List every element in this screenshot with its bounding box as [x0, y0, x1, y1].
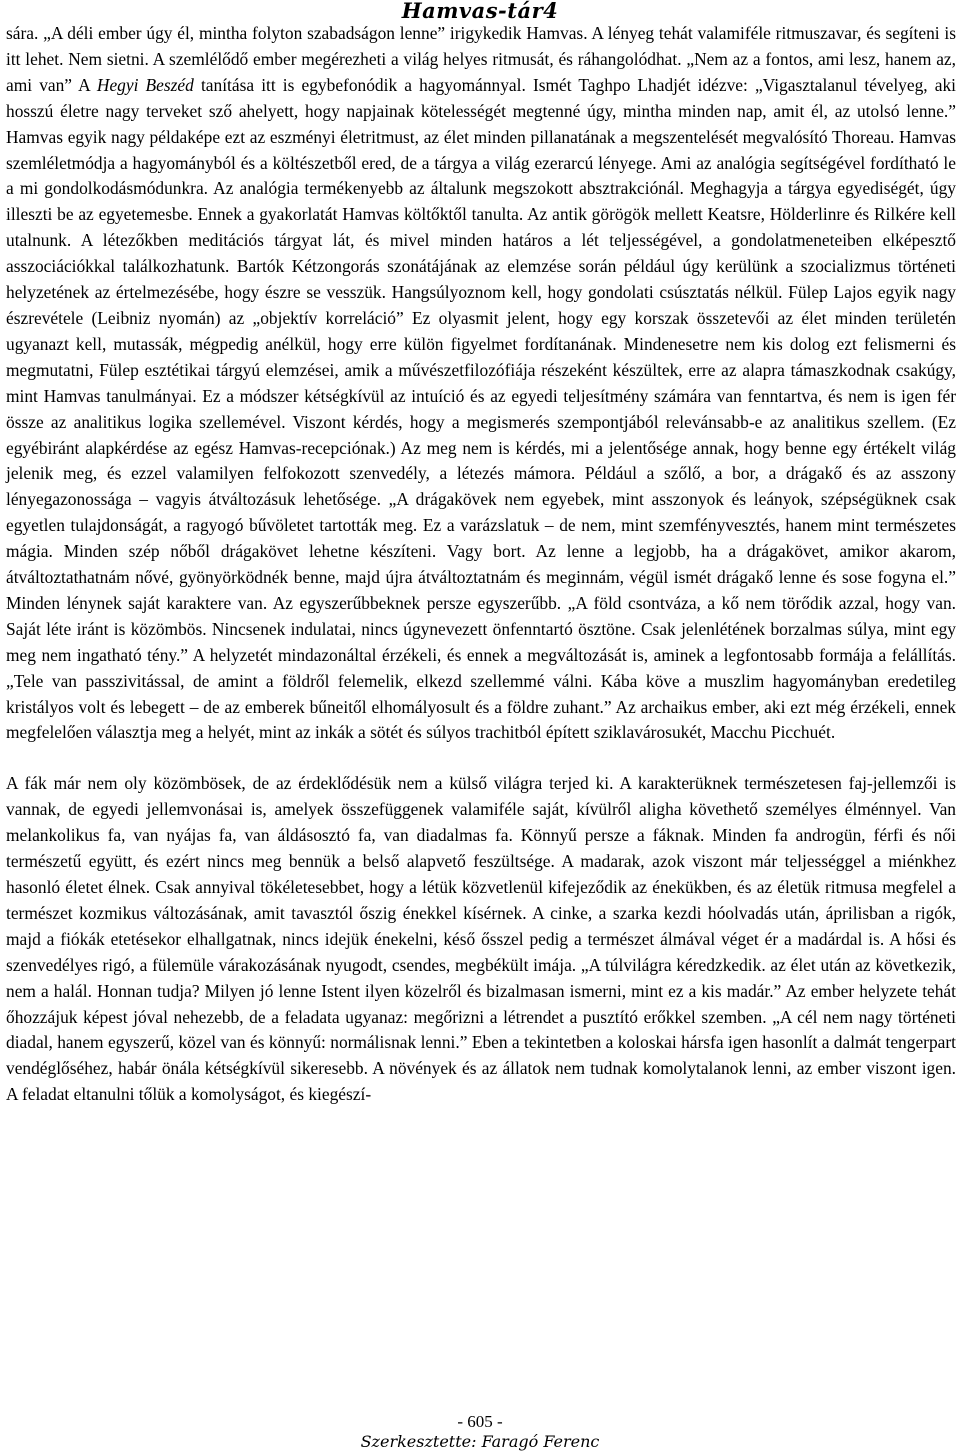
text-segment: A fák már nem oly közömbösek, de az érdeklődésük nem a külső világra terjed ki. A karakterüknek természetesen faj-jellemzői is vannak, de egyedi jellemvonásai is, amelyek összefüggenek valamiféle saját, kívülről aligha követhető személyes élménnyel. Van melankolikus fa, van nyájas fa, van áldásosztó fa, van diadalmas fa. Könnyű persze a fáknak. Minden fa androgün, férfi és női természetű együtt, és ezért nincs meg bennük a belső alapvető feszültsége. A madarak, azok viszont már teljességgel a miénkhez hasonló életet élnek. Csak annyival tökéletesebbet, hogy a létük közvetlenül kifejeződik az énekükben, és az életük ritmusa megfelel a természet kozmikus változásának, amit tavasztól őszig énekkel kísérnek. A cinke, a szarka kezdi hóolvadás után, áprilisban a rigók, majd a fiókák etetésekor elhallgatnak, nincs idejük énekelni, késő ősszel pedig a természet álmával véget ér a madárdal is. A hősi és szenvedélyes rigó, a fülemüle várakozásának nyugodt, csendes, megbékült imája. „A túlvilágra kéredzkedik. az élet után az következik, nem a halál. Honnan tudja? Milyen jó lenne Istent ilyen közelről és bizalmasan ismerni, mint ez a kis madár.” Az ember helyzete tehát őhozzájuk képest jóval nehezebb, de a feladata ugyanaz: megőrizni a létrendet a pusztító erőkkel szemben. „A cél nem nagy történeti diadal, hanem egyszerű, közel van és könnyű: normálisnak lenni.” Eben a tekintetben a koloskai hársfa igen hasonlít a dalmát tengerpart vendéglőséhez, habár önála kétségkívül sikeresebb. A növények és az állatok nem tudnak komolytalanok lenni, az ember viszont igen. A feladat eltanulni tőlük a komolyságot, és kiegészí- [6, 773, 956, 1105]
page-number: - 605 - [457, 1412, 503, 1431]
text-segment: sára. „A déli ember úgy él, mintha folyton szabadságon lenne” irigykedik Hamvas. A lényeg tehát valamiféle ritmuszavar, és segíteni is itt lehet. Nem sietni. A szemlélődő ember megérezheti a világ helyes ritmusát, és ráhangolódhat. „Nem az a fontos, ami lesz, hanem az, ami van” A [6, 23, 956, 95]
paragraph-1 [6, 21, 956, 746]
paragraph-gap [6, 746, 956, 771]
running-footer: Szerkesztette: Faragó Ferenc [360, 1432, 600, 1451]
text-segment: tanítása itt is egybefonódik a hagyománnyal. Ismét Taghpo Lhadjét idézve: „Vigasztalanul tévelyeg, aki hosszú életre nagy terveket sző ahelyett, hogy napjainak kötelességét megtenné úgy, mintha minden nap, amit él, az utolsó lenne.” Hamvas egyik nagy példaképe ezt az eszményi életritmust, az élet minden pillanatának a megszentelését megvalósító Thoreau. Hamvas szemléletmódja a hagyományból és a költészetből ered, de a tárgya a világ ezerarcú lényege. Ami az analógia segítségével fordítható le a mi gondolkodásmódunkra. Az analógia termékenyebb az általunk megszokott absztrakciónál. Meghagyja a tárgya egyediségét, úgy illeszti be az egyetemesbe. Ennek a gyakorlatát Hamvas költőktől tanulta. Az antik görögök mellett Keatsre, Hölderlinre és Rilkére kell utalnunk. A létezőkben meditációs tárgyat lát, és mivel minden határos a lét teljességével, a gondolatmeneteiben elképesztő asszociációkkal találkozhatunk. Bartók Kétzongorás szonátájának az elemzése során például úgy kerülünk a szocializmus történeti helyzetének az értelmezésébe, hogy észre se vesszük. Hangsúlyoznom kell, hogy gondolati csúsztatás nélkül. Fülep Lajos egyik nagy észrevétele (Leibniz nyomán) az „objektív korreláció” Ez olyasmit jelent, hogy egy korszak összetevői az élet minden területén ugyanazt kell, mutassák, mégpedig anélkül, hogy erre külön figyelmet fordítanának. Mindenesetre nem kis dolog ezt felismerni és megmutatni, Fülep esztétikai tárgyú elemzései, amik a művészetfilozófiája részeként készültek, erre az alapra támaszkodnak csakúgy, mint Hamvas tanulmányai. Ez a módszer kétségkívül az intuíció és az egyedi teljesítmény számára van fenntartva, és nem is igen fér össze az analitikus logika szellemével. Viszont kérdés, hogy a megismerés szempontjából relevánsabb-e az analitikus szellem. (Ez egyébiránt alapkérdése az egész Hamvas-recepciónak.) Az meg nem is kérdés, mi a jelentősége annak, hogy benne egy értékelt világ jelenik meg, és ezzel valamilyen felfokozott szenvedély, a létezés mámora. Például a szőlő, a bor, a drágakő és az asszony lényegazonossága – vagyis átváltozásuk lehetősége. „A drágakövek nem egyebek, mint asszonyok és leányok, szépségüknek csak egyetlen tulajdonságát, a ragyogó bűvöletet tartották meg. Ez a varázslatuk – de nem, mint szemfényvesztés, hanem mint természetes mágia. Minden szép nőből drágakövet lehetne készíteni. Vagy bort. Az lenne a legjobb, ha a drágakövet, amikor akarom, átváltoztathatnám nővé, gyönyörködnék benne, majd újra átváltoztatnám és meginnám, végül ismét drágakő lenne és sose fogyna el.” Minden lénynek saját karaktere van. Az egyszerűbbeknek persze egyszerűbb. „A föld csontváza, a kő nem törődik azzal, hogy van. Saját léte iránt is közömbös. Nincsenek indulatai, nincs úgynevezett önfenntartó ösztöne. Csak jelenlétének borzalmas súlya, mint egy meg nem ingatható tény.” A helyzetét mindazonáltal érzékeli, és ennek a megváltozását is, aminek a legfontosabb formája a felállítás. „Tele van passzivitással, de amint a földről felemelik, elkezd szellemmé válni. Kába köve a muszlim hagyományban eredetileg kristályos volt és lebegett – de az emberek bűneitől elhomályosult és a földre zuhant.” Az archaikus ember, aki ezt még érzékeli, ennek megfelelően választja meg a helyét, mint az inkák a sötét és súlyos trachitból épített sziklavárosukét, Macchu Picchuét. [6, 74, 956, 743]
book-title-italic: Hegyi Beszéd [96, 74, 194, 95]
text-body [6, 21, 956, 1108]
paragraph-2 [6, 771, 956, 1108]
running-header: Hamvas-tár4 [401, 0, 559, 23]
